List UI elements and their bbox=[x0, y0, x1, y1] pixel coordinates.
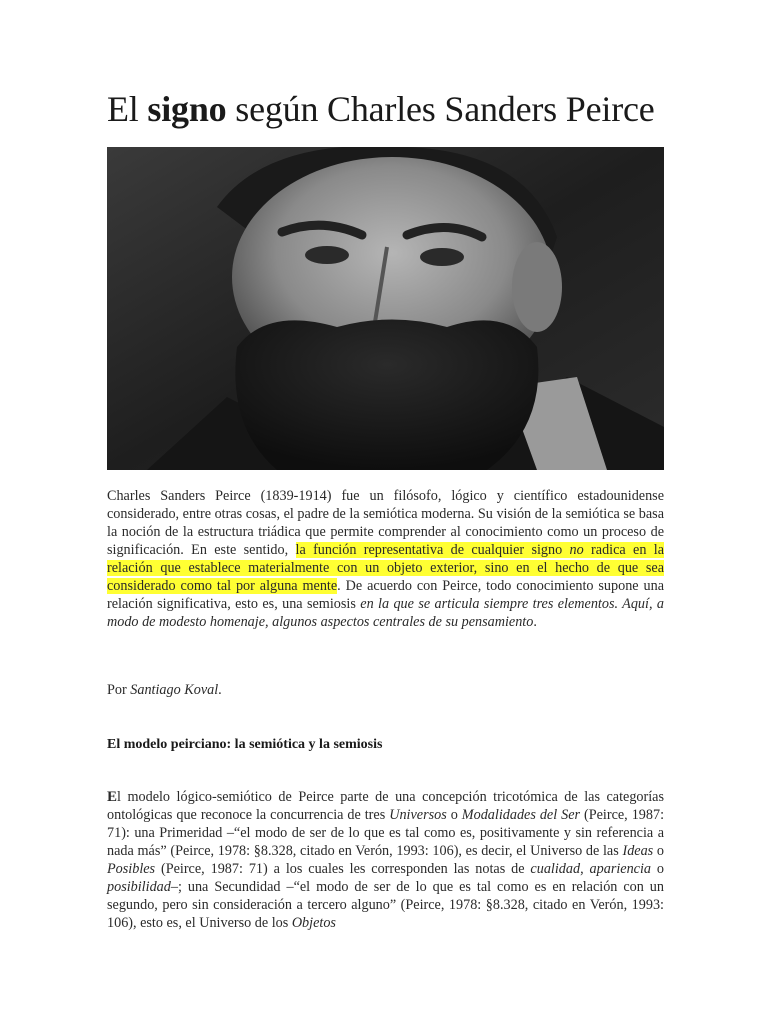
byline bbox=[107, 682, 222, 699]
intro-paragraph bbox=[107, 487, 664, 631]
page-title bbox=[107, 88, 655, 130]
section-heading: El modelo peirciano: la semiótica y la semiosis bbox=[107, 737, 383, 752]
title-suffix: según Charles Sanders Peirce bbox=[226, 89, 655, 129]
intro-text: Charles Sanders Peirce (1839-1914) fue un filósofo, lógico y científico estadounidense considerado, entre otras cosas, el padre de la semiótica moderna. Su visión de la semiótica se basa la noción de la estructura triádica que permite comprender al conocimiento como un proceso de significación. En este sentido, bbox=[107, 488, 664, 558]
intro-italic: en la que se articula siempre tres elementos. Aquí, a modo de modesto homenaje, algunos aspectos centrales de su pensamiento bbox=[107, 596, 664, 630]
byline-suffix: . bbox=[218, 682, 222, 698]
paragraph-text: l modelo lógico-semiótico de Peirce parte de una concepción tricotómica de las categorías ontológicas que reconoce la concurrencia de tres bbox=[107, 789, 664, 823]
intro-text: . De acuerdo con Peirce, todo conocimiento supone una relación significativa, esto es, una semiosis bbox=[107, 578, 664, 612]
paragraph-italic: apariencia bbox=[589, 861, 651, 877]
highlight-text: la función representativa de cualquier signo bbox=[295, 542, 570, 558]
paragraph-text: o bbox=[653, 843, 665, 859]
highlight-emphasis: no bbox=[569, 542, 584, 558]
paragraph-text: (Peirce, 1987: 71): una Primeridad –“el modo de ser de lo que es tal como es, positivamente y sin referencia a nada más” (Peirce, 1978: §8.328, citado en Verón, 1993: 106), es decir, el Universo de las bbox=[107, 807, 665, 859]
paragraph-italic: posibilidad bbox=[107, 879, 171, 895]
title-prefix: El bbox=[107, 89, 148, 129]
paragraph-text: o bbox=[651, 861, 664, 877]
paragraph-italic: Posibles bbox=[107, 861, 156, 877]
highlight-text: radica en la relación que establece materialmente con un objeto exterior, sino en el hecho de que sea considerado como tal por alguna mente bbox=[107, 542, 664, 594]
paragraph-italic: Universos bbox=[389, 807, 447, 823]
portrait-photo bbox=[107, 147, 664, 470]
paragraph-italic: Objetos bbox=[291, 915, 336, 931]
body-paragraph bbox=[107, 788, 664, 932]
title-emphasis: signo bbox=[147, 89, 227, 129]
paragraph-text: –; una Secundidad –“el modo de ser de lo que es tal como es en relación con un segundo, pero sin consideración a tercero alguno” (Peirce, 1978: §8.328, citado en Verón, 1993: 106), esto es, el Universo de los bbox=[107, 879, 664, 931]
paragraph-text: , bbox=[580, 861, 590, 877]
paragraph-italic: cualidad bbox=[530, 861, 581, 877]
paragraph-italic: Ideas bbox=[622, 843, 654, 859]
paragraph-text: (Peirce, 1987: 71) a los cuales les corresponden las notas de bbox=[155, 861, 531, 877]
paragraph-text: o bbox=[446, 807, 462, 823]
intro-text: . bbox=[533, 614, 537, 630]
author-name: Santiago Koval bbox=[130, 682, 219, 698]
byline-prefix: Por bbox=[107, 682, 131, 698]
paragraph-italic: Modalidades del Ser bbox=[461, 807, 581, 823]
drop-cap: E bbox=[107, 789, 118, 805]
